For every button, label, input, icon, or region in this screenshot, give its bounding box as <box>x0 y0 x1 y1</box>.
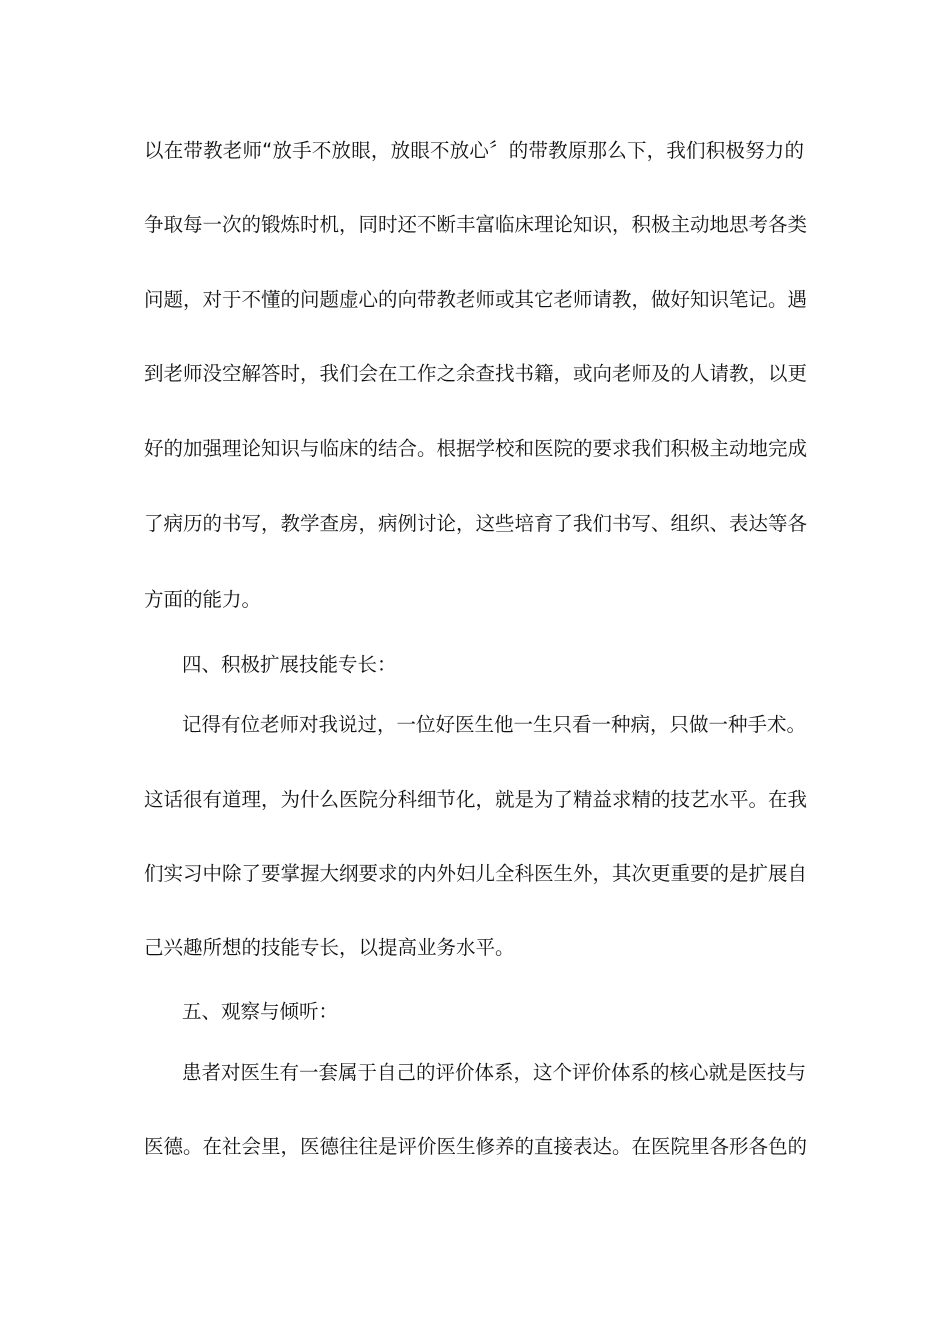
section-heading: 四、积极扩展技能专长： <box>182 653 397 676</box>
paragraph-line: 问题，对于不懂的问题虚心的向带教老师或其它老师请教，做好知识笔记。遇 <box>144 288 808 311</box>
paragraph-line: 己兴趣所想的技能专长，以提高业务水平。 <box>144 936 515 959</box>
paragraph-line: 们实习中除了要掌握大纲要求的内外妇儿全科医生外，其次更重要的是扩展自 <box>144 862 808 885</box>
paragraph-line: 争取每一次的锻炼时机，同时还不断丰富临床理论知识，积极主动地思考各类 <box>144 213 808 236</box>
section-heading: 五、观察与倾听： <box>182 1000 339 1023</box>
paragraph-line: 患者对医生有一套属于自己的评价体系，这个评价体系的核心就是医技与 <box>182 1061 807 1084</box>
paragraph-line: 以在带教老师“放手不放眼，放眼不放心〞的带教原那么下，我们积极努力的 <box>144 139 804 162</box>
paragraph-line: 这话很有道理，为什么医院分科细节化，就是为了精益求精的技艺水平。在我 <box>144 788 808 811</box>
paragraph-line: 医德。在社会里，医德往往是评价医生修养的直接表达。在医院里各形各色的 <box>144 1135 808 1158</box>
paragraph-line: 好的加强理论知识与临床的结合。根据学校和医院的要求我们积极主动地完成 <box>144 437 808 460</box>
paragraph-line: 到老师没空解答时，我们会在工作之余查找书籍，或向老师及的人请教，以更 <box>144 362 808 385</box>
paragraph-line: 了病历的书写，教学查房，病例讨论，这些培育了我们书写、组织、表达等各 <box>144 512 808 535</box>
paragraph-line: 记得有位老师对我说过，一位好医生他一生只看一种病，只做一种手术。 <box>182 713 807 736</box>
paragraph-line: 方面的能力。 <box>144 588 262 611</box>
